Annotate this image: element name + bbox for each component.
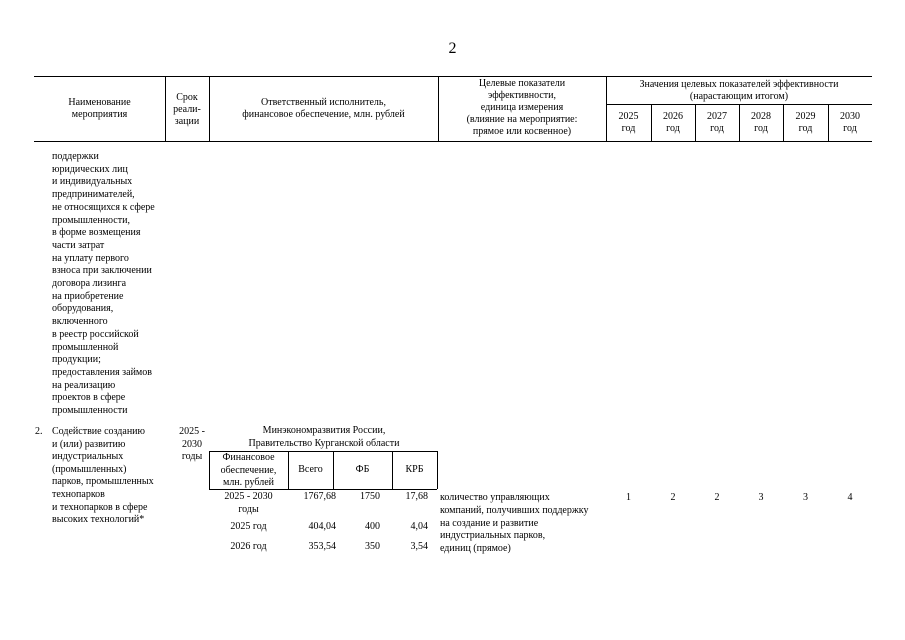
header-year-2026: 2026 год bbox=[663, 111, 683, 134]
finance-row-period: 2025 - 2030 годы bbox=[224, 491, 273, 515]
value-2026: 2 bbox=[670, 492, 676, 503]
header-year-2029: 2029 год bbox=[795, 111, 816, 134]
item2-term: 2025 - 2030 годы bbox=[179, 426, 205, 463]
finance-row-total: 1767,68 bbox=[303, 491, 336, 502]
finance-row-total: 353,54 bbox=[308, 541, 336, 552]
header-year-2027: 2027 год bbox=[707, 111, 727, 134]
header-year-2028: 2028 год bbox=[751, 111, 771, 134]
finance-row-total: 404,04 bbox=[308, 521, 336, 532]
finance-row-krb: 4,04 bbox=[410, 521, 428, 532]
item2-name: Содействие созданию и (или) развитию индустриальных (промышленных) парков, промышленных технопарков и технопарков в сфере высоких технологий* bbox=[52, 426, 154, 526]
finance-fb-header: ФБ bbox=[355, 464, 370, 475]
value-2025: 1 bbox=[626, 492, 631, 503]
header-year-2025: 2025 год bbox=[618, 111, 639, 134]
header-col-name: Наименование мероприятия bbox=[68, 97, 131, 120]
item2-number: 2. bbox=[35, 426, 43, 437]
item2-executors: Минэкономразвития России, Правительство Курганской области bbox=[248, 425, 400, 449]
finance-row-fb: 400 bbox=[365, 521, 380, 532]
finance-row-fb: 350 bbox=[365, 541, 380, 552]
value-2027: 2 bbox=[714, 492, 720, 503]
finance-row-fb: 1750 bbox=[360, 491, 380, 502]
item2-indicator: количество управляющих компаний, получивших поддержку на создание и развитие индустриальных парков, единиц (прямое) bbox=[440, 492, 589, 555]
finance-row-krb: 3,54 bbox=[410, 541, 428, 552]
header-col-term: Срок реали- зации bbox=[173, 92, 201, 127]
finance-row-krb: 17,68 bbox=[405, 491, 428, 502]
value-2028: 3 bbox=[758, 492, 764, 503]
header-col-target: Целевые показатели эффективности, единица измерения (влияние на мероприятие: прямое или косвенное) bbox=[466, 78, 578, 137]
value-2030: 4 bbox=[847, 492, 853, 503]
header-col-values: Значения целевых показателей эффективности (нарастающим итогом) bbox=[639, 79, 839, 102]
finance-row-period: 2026 год bbox=[230, 541, 267, 552]
finance-row-period: 2025 год bbox=[230, 521, 267, 532]
header-year-2030: 2030 год bbox=[840, 111, 860, 134]
header-col-executor: Ответственный исполнитель, финансовое обеспечение, млн. рублей bbox=[242, 97, 405, 120]
finance-label-header: Финансовое обеспечение, млн. рублей bbox=[220, 452, 277, 489]
finance-total-header: Всего bbox=[298, 464, 323, 475]
page-number: 2 bbox=[448, 40, 457, 57]
value-2029: 3 bbox=[803, 492, 808, 503]
finance-krb-header: КРБ bbox=[405, 464, 424, 475]
item1-name-continuation: поддержки юридических лиц и индивидуальных предпринимателей, не относящихся к сфере промышленности, в форме возмещения части затрат на уплату первого взноса при заключении договора лизинга на приобретение оборудования, включенного в реестр российской промышленной продукции; предоставления займов на реализацию проектов в сфере промышленности bbox=[52, 151, 155, 417]
